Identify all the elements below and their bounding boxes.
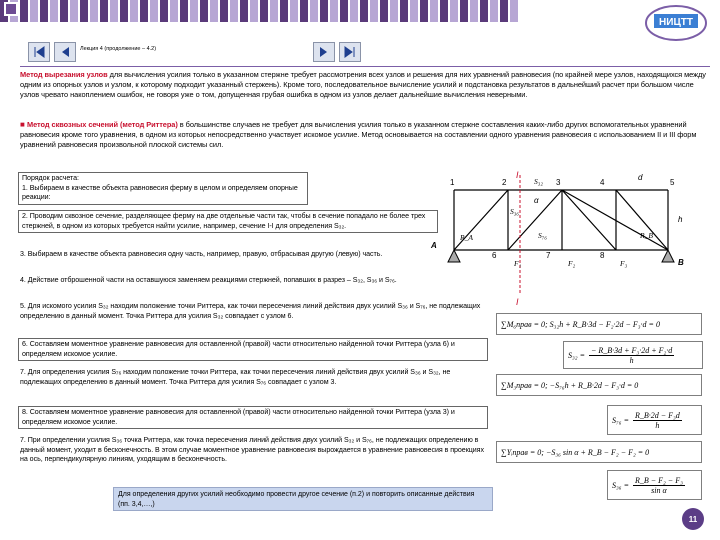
- s32-numerator: − R_B·3d + F₃·2d + F₂·d: [590, 345, 673, 355]
- step-6-box: [18, 338, 488, 361]
- skip-forward-icon: [344, 46, 356, 58]
- step-8: 8. Составляем моментное уравнение равновесия для оставленной (правой) части относительно найденной точки Риттера (узла 3) и определяем искомое усилие.: [22, 408, 455, 426]
- s76-numerator: R_B·2d − F₃d: [634, 410, 680, 420]
- reaction-ra: R_A: [460, 233, 473, 242]
- force-f1: F₁: [514, 259, 522, 268]
- header-divider: [20, 66, 710, 67]
- s36-numerator: R_B − F₂ − F₃: [634, 475, 683, 485]
- formula-s76-result: [607, 405, 702, 435]
- node-5: 5: [670, 178, 675, 187]
- page-number: 11: [682, 508, 704, 530]
- dimension-h: h: [678, 215, 683, 224]
- step-8-box: [18, 406, 488, 429]
- step-6: 6. Составляем моментное уравнение равновесия для оставленной (правой) части относительно найденной точки Риттера (узла 6) и определяем искомое усилие.: [22, 340, 455, 358]
- dimension-d: d: [638, 173, 643, 182]
- support-a-label: A: [431, 241, 437, 250]
- node-2: 2: [502, 178, 507, 187]
- header-stripes: [0, 0, 518, 22]
- force-s76: S₇₆: [538, 231, 547, 240]
- bullet-icon: ■: [20, 120, 27, 129]
- force-f3: F₃: [620, 259, 628, 268]
- note-box: Для определения других усилий необходимо провести другое сечение (п.2) и повторить описанные действия (пп. 3,4,…,): [113, 487, 493, 511]
- institute-logo: [644, 4, 708, 42]
- step-1: 1. Выбираем в качестве объекта равновесия ферму в целом и определяем опорные реакции:: [22, 183, 298, 201]
- method2-text: в большинстве случаев не требует для вычисления усилия только в указанном стержне составления каких-либо других вспомогательных уравнений равновесия кроме того уравнения, в одном из которых непосредственно участвует искомое усилие. Метод основывается на составлении одного уравнения равновесия с использованием II и III форм уравнений равновесия произвольной плоской системы сил.: [20, 120, 697, 149]
- step-7: 7. Для определения усилия S₇₆ находим положение точки Риттера, как точки пересечения линий действия двух усилий S₃₆ и S₃₂, не подлежащих определению в данный момент. Точка Риттера для усилия S₇₆ совпадает с узлом 3.: [20, 368, 451, 386]
- slide-navigation: [28, 42, 363, 62]
- arrow-left-icon: [59, 46, 71, 58]
- node-4: 4: [600, 178, 605, 187]
- prev-slide-button[interactable]: [54, 42, 76, 62]
- step-5: 5. Для искомого усилия S₃₂ находим положение точки Риттера, как точки пересечения линий действия двух усилий S₃₆ и S₇₆, не подлежащих определению в данный момент. Точка Риттера для усилия S₃₂ совпадает с узлом 6.: [20, 302, 481, 320]
- formula-s36-result: [607, 470, 702, 500]
- section-label-bottom: I: [516, 297, 519, 307]
- steps-title-block: [18, 172, 308, 205]
- method1-paragraph: [20, 70, 710, 100]
- section-label-top: I: [516, 170, 519, 180]
- node-7: 7: [546, 251, 551, 260]
- support-a: [448, 250, 460, 262]
- s36-lhs: S₃₆ =: [612, 480, 629, 490]
- method2-title: Метод сквозных сечений (метод Риттера): [26, 120, 178, 129]
- formula-projection-y: ∑Yᵢправ = 0; −S₃₆ sin α + R_B − F₂ − F₂ = 0: [496, 441, 702, 463]
- support-b: [662, 250, 674, 262]
- next-slide-button[interactable]: [313, 42, 335, 62]
- node-1: 1: [450, 178, 455, 187]
- s36-denominator: sin α: [651, 485, 667, 495]
- formula-s32-result: [563, 341, 703, 369]
- logo-text: НИЦТТ: [659, 17, 693, 28]
- node-6: 6: [492, 251, 497, 260]
- lecture-label: Лекция 4 (продолжение – 4.2): [80, 46, 157, 52]
- node-8: 8: [600, 251, 605, 260]
- force-s32: S₃₂: [534, 177, 543, 186]
- corner-square: [4, 2, 18, 16]
- s32-lhs: S₃₂ =: [568, 350, 585, 360]
- step-2-box: [18, 210, 438, 233]
- force-f2: F₂: [568, 259, 576, 268]
- reaction-rb: R_B: [640, 231, 653, 240]
- step-3: 3. Выбираем в качестве объекта равновесия одну часть, например, правую, отбрасывая другую (левую) часть.: [20, 250, 383, 258]
- skip-back-icon: [33, 46, 45, 58]
- step-9: 7. При определении усилия S₃₆ точка Риттера, как точка пересечения линий действия двух усилий S₃₂ и S₇₆, не подлежащих определению в данный момент, уходит в бесконечность. В этом случае моментное уравнение равновесия вырождается в уравнение равновесия в проекциях на ось, перпендикулярную линиям, уходящим в бесконечность.: [20, 436, 484, 463]
- formula-moment-6: ∑M₆прав = 0; S₃₂h + R_B·3d − F₂·2d − F₃·d = 0: [496, 313, 702, 335]
- formula-moment-3: ∑M₃прав = 0; −S₇₆h + R_B·2d − F₃·d = 0: [496, 374, 702, 396]
- s76-lhs: S₇₆ =: [612, 415, 629, 425]
- method1-title: Метод вырезания узлов: [20, 70, 108, 79]
- step-2: 2. Проводим сквозное сечение, разделяющее ферму на две отдельные части так, чтобы в сечение попадало не более трех стержней, в одном из которых требуется найти усилие, например, сечение I-I для определения S₃₂.: [22, 212, 426, 230]
- step-4: 4. Действие отброшенной части на оставшуюся заменяем реакциями стержней, попавших в разрез – S₃₂, S₃₆ и S₇₆.: [20, 276, 397, 284]
- method1-text: для вычисления усилия только в указанном стержне требует рассмотрения всех узлов и решения для них уравнений равновесия (по крайней мере узлов, находящихся между одним из опорных узлов и узлом, к которому подходит указанный стержень). Кроме того, последовательное вычисление усилий и подстановка результатов в дальнейший расчет при большом числе узлов чревато накоплением ошибок, не говоря уже о том, допущенная грубая ошибка в одном из узлов делает дальнейшие вычисления неверными.: [20, 70, 706, 99]
- support-b-label: B: [678, 258, 684, 267]
- method2-paragraph: [20, 120, 710, 150]
- first-slide-button[interactable]: [28, 42, 50, 62]
- force-s36: S₃₆: [510, 207, 519, 216]
- node-3: 3: [556, 178, 561, 187]
- steps-title: Порядок расчета:: [22, 174, 79, 182]
- last-slide-button[interactable]: [339, 42, 361, 62]
- angle-alpha: α: [534, 196, 539, 205]
- arrow-right-icon: [318, 46, 330, 58]
- truss-diagram: [428, 170, 690, 310]
- s32-denominator: h: [629, 355, 634, 365]
- s76-denominator: h: [655, 420, 660, 430]
